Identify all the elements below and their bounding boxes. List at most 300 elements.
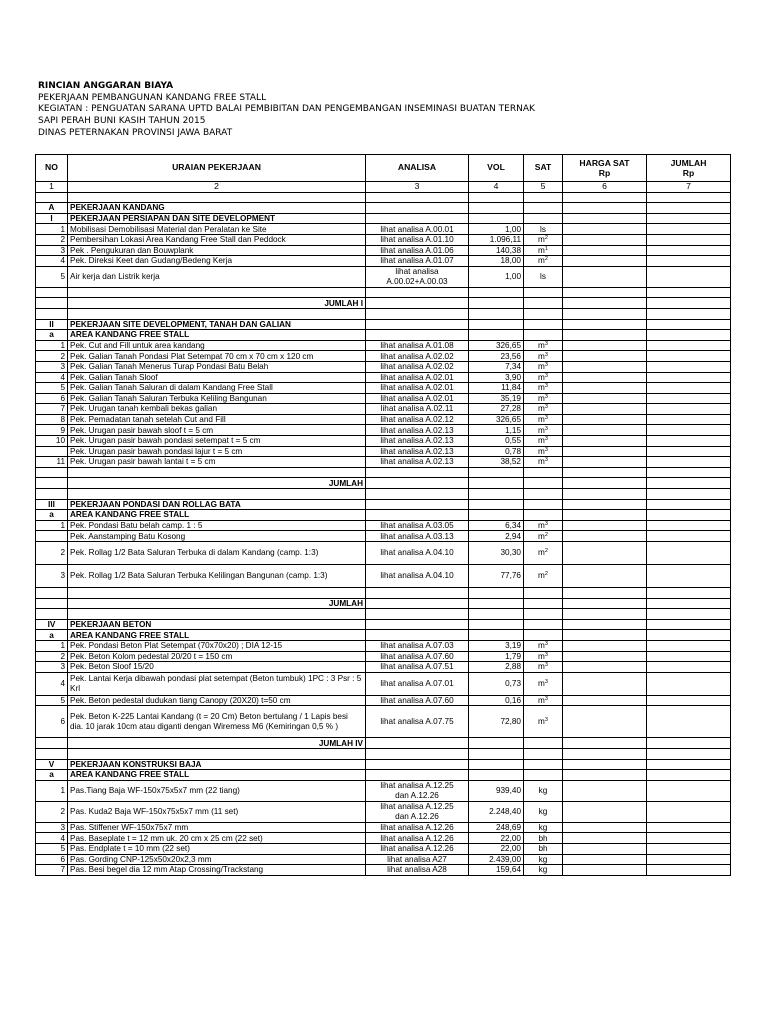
table-row: [36, 531, 731, 542]
blank-row: [36, 287, 731, 298]
item-total: [647, 245, 731, 256]
item-volume: 2,88: [469, 662, 524, 673]
section-number: a: [36, 510, 68, 521]
item-description: Pek. Galian Tanah Menerus Turap Pondasi Batu Belah: [68, 361, 366, 372]
item-total: [647, 780, 731, 801]
item-unit-price: [563, 393, 647, 404]
cell-vol: [469, 478, 524, 489]
item-analisa: lihat analisa A.02.13: [366, 436, 469, 447]
item-description: Pas. Kuda2 Baja WF-150x75x5x7 mm (11 set): [68, 801, 366, 822]
item-description: Pek . Pengukuran dan Bouwplank: [68, 245, 366, 256]
section-number: I: [36, 213, 68, 224]
table-row: [36, 425, 731, 436]
unit-label: kg: [538, 807, 548, 817]
item-description: Pek. Cut and Fill untuk area kandang: [68, 340, 366, 351]
unit-label: m: [538, 383, 545, 393]
item-total: [647, 865, 731, 876]
unit-label: bh: [538, 844, 548, 854]
cell-harga: [563, 759, 647, 770]
table-row: [36, 843, 731, 854]
cell-analisa: [366, 510, 469, 521]
item-unit: [524, 672, 563, 695]
unit-exponent: 3: [544, 372, 548, 379]
unit-label: m: [538, 548, 545, 558]
cell-sat: [524, 510, 563, 521]
item-volume: 23,56: [469, 351, 524, 362]
cell-harga: [563, 319, 647, 330]
cell-no: [36, 588, 68, 599]
item-unit: [524, 662, 563, 673]
item-unit-price: [563, 404, 647, 415]
unit-label: m: [538, 362, 545, 372]
item-total: [647, 822, 731, 833]
table-row: [36, 383, 731, 394]
unit-exponent: 2: [544, 548, 548, 555]
cell-harga: [563, 738, 647, 749]
item-unit-price: [563, 351, 647, 362]
cell-harga: [563, 478, 647, 489]
item-total: [647, 361, 731, 372]
table-row: [36, 340, 731, 351]
item-number: 5: [36, 266, 68, 287]
item-number: 4: [36, 372, 68, 383]
item-unit: [524, 383, 563, 394]
section-number: a: [36, 330, 68, 341]
item-unit-price: [563, 340, 647, 351]
unit-exponent: 3: [544, 351, 548, 358]
item-description: Pas. Besi begel dia 12 mm Atap Crossing/Trackstang: [68, 865, 366, 876]
cell-harga: [563, 467, 647, 478]
col-header-harga-label: HARGA SAT: [579, 158, 630, 168]
cell-vol: [469, 192, 524, 203]
item-total: [647, 414, 731, 425]
item-description: Pek. Beton Kolom pedestal 20/20 t = 150 cm: [68, 651, 366, 662]
cell-sat: [524, 298, 563, 309]
table-row: [36, 672, 731, 695]
item-total: [647, 854, 731, 865]
unit-label: ls: [540, 272, 546, 282]
item-analisa: lihat analisa A.07.51: [366, 662, 469, 673]
item-description: Pek. Aanstamping Batu Kosong: [68, 531, 366, 542]
cell-analisa: [366, 770, 469, 781]
item-unit: [524, 801, 563, 822]
item-unit-price: [563, 854, 647, 865]
item-number: 1: [36, 224, 68, 235]
cell-sat: [524, 770, 563, 781]
subtotal-row: [36, 478, 731, 489]
table-row: [36, 361, 731, 372]
item-number: 6: [36, 854, 68, 865]
item-volume: 2,94: [469, 531, 524, 542]
item-volume: 1,15: [469, 425, 524, 436]
cell-no: [36, 478, 68, 489]
item-analisa: lihat analisa A.01.08: [366, 340, 469, 351]
table-row: [36, 706, 731, 738]
cell-jumlah: [647, 598, 731, 609]
item-total: [647, 372, 731, 383]
item-volume: 159,64: [469, 865, 524, 876]
item-total: [647, 340, 731, 351]
cell-sat: [524, 738, 563, 749]
unit-exponent: 3: [544, 383, 548, 390]
blank-row: [36, 588, 731, 599]
section-title: PEKERJAAN SITE DEVELOPMENT, TANAH DAN GALIAN: [68, 319, 366, 330]
item-analisa: lihat analisa A.02.01: [366, 393, 469, 404]
item-total: [647, 640, 731, 651]
item-description: Pek. Urugan pasir bawah sloof t = 5 cm: [68, 425, 366, 436]
item-unit-price: [563, 706, 647, 738]
item-total: [647, 224, 731, 235]
unit-exponent: 3: [544, 340, 548, 347]
unit-label: m: [538, 717, 545, 727]
unit-exponent: 3: [544, 446, 548, 453]
cell-uraian: [68, 588, 366, 599]
cell-jumlah: [647, 738, 731, 749]
table-row: [36, 393, 731, 404]
item-unit: [524, 822, 563, 833]
item-analisa: lihat analisa A.04.10: [366, 565, 469, 588]
item-analisa-line: lihat analisa: [395, 267, 439, 277]
item-analisa: lihat analisa A.02.12: [366, 414, 469, 425]
cell-harga: [563, 489, 647, 500]
item-unit: [524, 780, 563, 801]
cell-analisa: [366, 203, 469, 214]
item-description: Pek. Urugan pasir bawah lantai t = 5 cm: [68, 457, 366, 468]
item-description: Pas.Tiang Baja WF-150x75x5x7 mm (22 tiang): [68, 780, 366, 801]
item-unit-price: [563, 565, 647, 588]
blank-row: [36, 192, 731, 203]
item-total: [647, 404, 731, 415]
cell-uraian: [68, 287, 366, 298]
section-row: [36, 213, 731, 224]
cell-no: [36, 748, 68, 759]
cell-vol: [469, 598, 524, 609]
item-total: [647, 542, 731, 565]
col-header-jumlah: [647, 155, 731, 182]
table-row: [36, 234, 731, 245]
subtotal-label: JUMLAH I: [68, 298, 366, 309]
section-row: [36, 770, 731, 781]
cell-vol: [469, 619, 524, 630]
cell-jumlah: [647, 298, 731, 309]
item-analisa: lihat analisa A.07.60: [366, 651, 469, 662]
cell-sat: [524, 319, 563, 330]
item-analisa: lihat analisa A.02.01: [366, 372, 469, 383]
header-line-location: SAPI PERAH BUNI KASIH TAHUN 2015: [38, 116, 206, 127]
item-total: [647, 383, 731, 394]
item-total: [647, 531, 731, 542]
item-description: Pek. Direksi Keet dan Gudang/Bedeng Kerja: [68, 256, 366, 267]
cell-vol: [469, 770, 524, 781]
item-analisa: [366, 801, 469, 822]
item-analisa: lihat analisa A.07.03: [366, 640, 469, 651]
table-row: [36, 662, 731, 673]
cell-harga: [563, 588, 647, 599]
table-row: [36, 640, 731, 651]
item-unit: [524, 351, 563, 362]
item-volume: 1,00: [469, 266, 524, 287]
cell-analisa: [366, 759, 469, 770]
item-unit-price: [563, 414, 647, 425]
cell-jumlah: [647, 213, 731, 224]
table-row: [36, 651, 731, 662]
item-total: [647, 234, 731, 245]
cell-analisa: [366, 478, 469, 489]
blank-row: [36, 748, 731, 759]
unit-label: m: [538, 436, 545, 446]
unit-label: m: [538, 351, 545, 361]
item-analisa: lihat analisa A.03.05: [366, 520, 469, 531]
item-analisa: lihat analisa A.02.01: [366, 383, 469, 394]
section-row: [36, 330, 731, 341]
cell-analisa: [366, 588, 469, 599]
item-number: 1: [36, 640, 68, 651]
unit-label: m: [538, 641, 545, 651]
cell-vol: [469, 748, 524, 759]
item-analisa-line: dan A.12.26: [395, 811, 439, 821]
unit-label: kg: [538, 822, 548, 832]
cell-harga: [563, 619, 647, 630]
item-number: 5: [36, 383, 68, 394]
item-unit-price: [563, 651, 647, 662]
cell-jumlah: [647, 330, 731, 341]
item-number: 9: [36, 425, 68, 436]
col-number: 3: [366, 182, 469, 193]
cell-jumlah: [647, 770, 731, 781]
item-unit: [524, 531, 563, 542]
cell-jumlah: [647, 510, 731, 521]
item-total: [647, 256, 731, 267]
item-unit-price: [563, 695, 647, 706]
cell-harga: [563, 298, 647, 309]
cell-jumlah: [647, 478, 731, 489]
cell-analisa: [366, 192, 469, 203]
cell-harga: [563, 499, 647, 510]
item-analisa: lihat analisa A.02.02: [366, 361, 469, 372]
cell-harga: [563, 770, 647, 781]
item-number: [36, 531, 68, 542]
item-unit: [524, 542, 563, 565]
cell-analisa: [366, 467, 469, 478]
cell-harga: [563, 287, 647, 298]
item-number: 3: [36, 822, 68, 833]
item-number: 5: [36, 695, 68, 706]
item-volume: 2.439,00: [469, 854, 524, 865]
cell-harga: [563, 609, 647, 620]
cell-no: [36, 738, 68, 749]
cell-jumlah: [647, 588, 731, 599]
item-total: [647, 833, 731, 844]
header-line-project: PEKERJAAN PEMBANGUNAN KANDANG FREE STALL: [38, 92, 267, 103]
item-unit: [524, 843, 563, 854]
cell-analisa: [366, 298, 469, 309]
item-unit-price: [563, 372, 647, 383]
cell-analisa: [366, 330, 469, 341]
unit-exponent: 3: [544, 393, 548, 400]
item-unit: [524, 865, 563, 876]
item-number: 11: [36, 457, 68, 468]
col-number: 4: [469, 182, 524, 193]
subtotal-label: JUMLAH: [68, 598, 366, 609]
cell-jumlah: [647, 609, 731, 620]
item-analisa: lihat analisa A.02.13: [366, 446, 469, 457]
cell-sat: [524, 308, 563, 319]
item-analisa: lihat analisa A.01.10: [366, 234, 469, 245]
unit-label: m: [538, 372, 545, 382]
item-unit: [524, 414, 563, 425]
table-row: [36, 833, 731, 844]
unit-exponent: 3: [544, 436, 548, 443]
item-volume: 22,00: [469, 833, 524, 844]
item-analisa: lihat analisa A.07.75: [366, 706, 469, 738]
unit-exponent: 2: [544, 235, 548, 242]
item-analisa: lihat analisa A.12.26: [366, 833, 469, 844]
cell-vol: [469, 588, 524, 599]
cell-uraian: [68, 609, 366, 620]
unit-label: kg: [538, 786, 548, 796]
subtotal-row: [36, 598, 731, 609]
item-volume: 2.248,40: [469, 801, 524, 822]
item-analisa: lihat analisa A.01.07: [366, 256, 469, 267]
unit-label: m: [538, 245, 545, 255]
cell-sat: [524, 213, 563, 224]
cell-jumlah: [647, 467, 731, 478]
item-description: Pek. Beton K-225 Lantai Kandang (t = 20 Cm) Beton bertulang / 1 Lapis besi dia. 10 jarak 10cm atau diganti dengan Wiremess M6 (Kemiringan 0,5 % ): [68, 706, 366, 738]
item-volume: 7,34: [469, 361, 524, 372]
section-title: AREA KANDANG FREE STALL: [68, 330, 366, 341]
item-description: Pek. Galian Tanah Saluran Terbuka Keliling Bangunan: [68, 393, 366, 404]
subtotal-row: [36, 298, 731, 309]
item-volume: 0,55: [469, 436, 524, 447]
unit-label: m: [538, 340, 545, 350]
table-row: [36, 224, 731, 235]
unit-exponent: 3: [544, 695, 548, 702]
item-number: 3: [36, 361, 68, 372]
section-title: PEKERJAAN KONSTRUKSI BAJA: [68, 759, 366, 770]
cell-sat: [524, 619, 563, 630]
item-volume: 248,69: [469, 822, 524, 833]
blank-row: [36, 308, 731, 319]
cell-analisa: [366, 598, 469, 609]
item-unit-price: [563, 446, 647, 457]
subtotal-label: JUMLAH IV: [68, 738, 366, 749]
unit-exponent: 3: [544, 717, 548, 724]
item-analisa: lihat analisa A.07.60: [366, 695, 469, 706]
cell-harga: [563, 308, 647, 319]
item-volume: 22,00: [469, 843, 524, 854]
item-unit-price: [563, 662, 647, 673]
cell-no: [36, 308, 68, 319]
table-row: [36, 404, 731, 415]
item-unit: [524, 393, 563, 404]
cell-sat: [524, 759, 563, 770]
item-description: Pek. Beton Sloof 15/20: [68, 662, 366, 673]
section-row: [36, 319, 731, 330]
unit-label: ls: [540, 224, 546, 234]
blank-row: [36, 467, 731, 478]
table-row: [36, 457, 731, 468]
unit-label: m: [538, 662, 545, 672]
cell-jumlah: [647, 630, 731, 641]
item-unit: [524, 706, 563, 738]
item-unit: [524, 425, 563, 436]
unit-label: m: [538, 571, 545, 581]
col-number: 1: [36, 182, 68, 193]
item-volume: 35,19: [469, 393, 524, 404]
unit-label: m: [538, 404, 545, 414]
item-volume: 18,00: [469, 256, 524, 267]
item-volume: 0,78: [469, 446, 524, 457]
section-row: [36, 630, 731, 641]
item-number: 4: [36, 672, 68, 695]
unit-exponent: 3: [544, 662, 548, 669]
table-row: [36, 565, 731, 588]
item-volume: 1.096,11: [469, 234, 524, 245]
cell-jumlah: [647, 619, 731, 630]
item-analisa-line: lihat analisa A.12.25: [380, 781, 454, 791]
cell-harga: [563, 192, 647, 203]
item-unit-price: [563, 640, 647, 651]
item-number: 3: [36, 565, 68, 588]
item-analisa: lihat analisa A.03.13: [366, 531, 469, 542]
item-analisa-line: lihat analisa A.12.25: [380, 802, 454, 812]
unit-exponent: 3: [544, 641, 548, 648]
item-description: Pas. Gording CNP-125x50x20x2,3 mm: [68, 854, 366, 865]
item-analisa: lihat analisa A.12.26: [366, 843, 469, 854]
item-description: Pek. Lantai Kerja dibawah pondasi plat setempat (Beton tumbuk) 1PC : 3 Psr : 5 Krl: [68, 672, 366, 695]
item-description: Pek. Rollag 1/2 Bata Saluran Terbuka Kelilingan Bangunan (camp. 1:3): [68, 565, 366, 588]
item-unit: [524, 640, 563, 651]
item-description: Pek. Galian Tanah Saluran di dalam Kandang Free Stall: [68, 383, 366, 394]
item-unit: [524, 361, 563, 372]
item-description: Pek. Beton pedestal dudukan tiang Canopy (20X20) t=50 cm: [68, 695, 366, 706]
document-title: RINCIAN ANGGARAN BIAYA: [38, 81, 174, 91]
item-unit: [524, 446, 563, 457]
unit-exponent: 3: [544, 521, 548, 527]
cell-sat: [524, 630, 563, 641]
table-header-row: [36, 155, 731, 182]
section-title: AREA KANDANG FREE STALL: [68, 510, 366, 521]
item-total: [647, 651, 731, 662]
item-analisa: [366, 780, 469, 801]
cell-vol: [469, 738, 524, 749]
item-volume: 3,90: [469, 372, 524, 383]
cell-no: [36, 467, 68, 478]
item-number: 10: [36, 436, 68, 447]
cell-jumlah: [647, 308, 731, 319]
item-total: [647, 695, 731, 706]
header-line-agency: DINAS PETERNAKAN PROVINSI JAWA BARAT: [38, 127, 233, 138]
cell-vol: [469, 213, 524, 224]
col-number: 5: [524, 182, 563, 193]
item-number: 2: [36, 651, 68, 662]
item-description: Air kerja dan Listrik kerja: [68, 266, 366, 287]
cell-no: [36, 598, 68, 609]
col-header-vol: VOL: [469, 155, 524, 182]
cell-jumlah: [647, 319, 731, 330]
unit-exponent: 2: [544, 256, 548, 263]
item-volume: 1,79: [469, 651, 524, 662]
section-number: V: [36, 759, 68, 770]
cell-harga: [563, 598, 647, 609]
unit-label: m: [538, 457, 545, 467]
item-analisa: lihat analisa A27: [366, 854, 469, 865]
item-volume: 11,84: [469, 383, 524, 394]
item-analisa: lihat analisa A.02.02: [366, 351, 469, 362]
cell-analisa: [366, 319, 469, 330]
item-number: 3: [36, 245, 68, 256]
table-row: [36, 446, 731, 457]
